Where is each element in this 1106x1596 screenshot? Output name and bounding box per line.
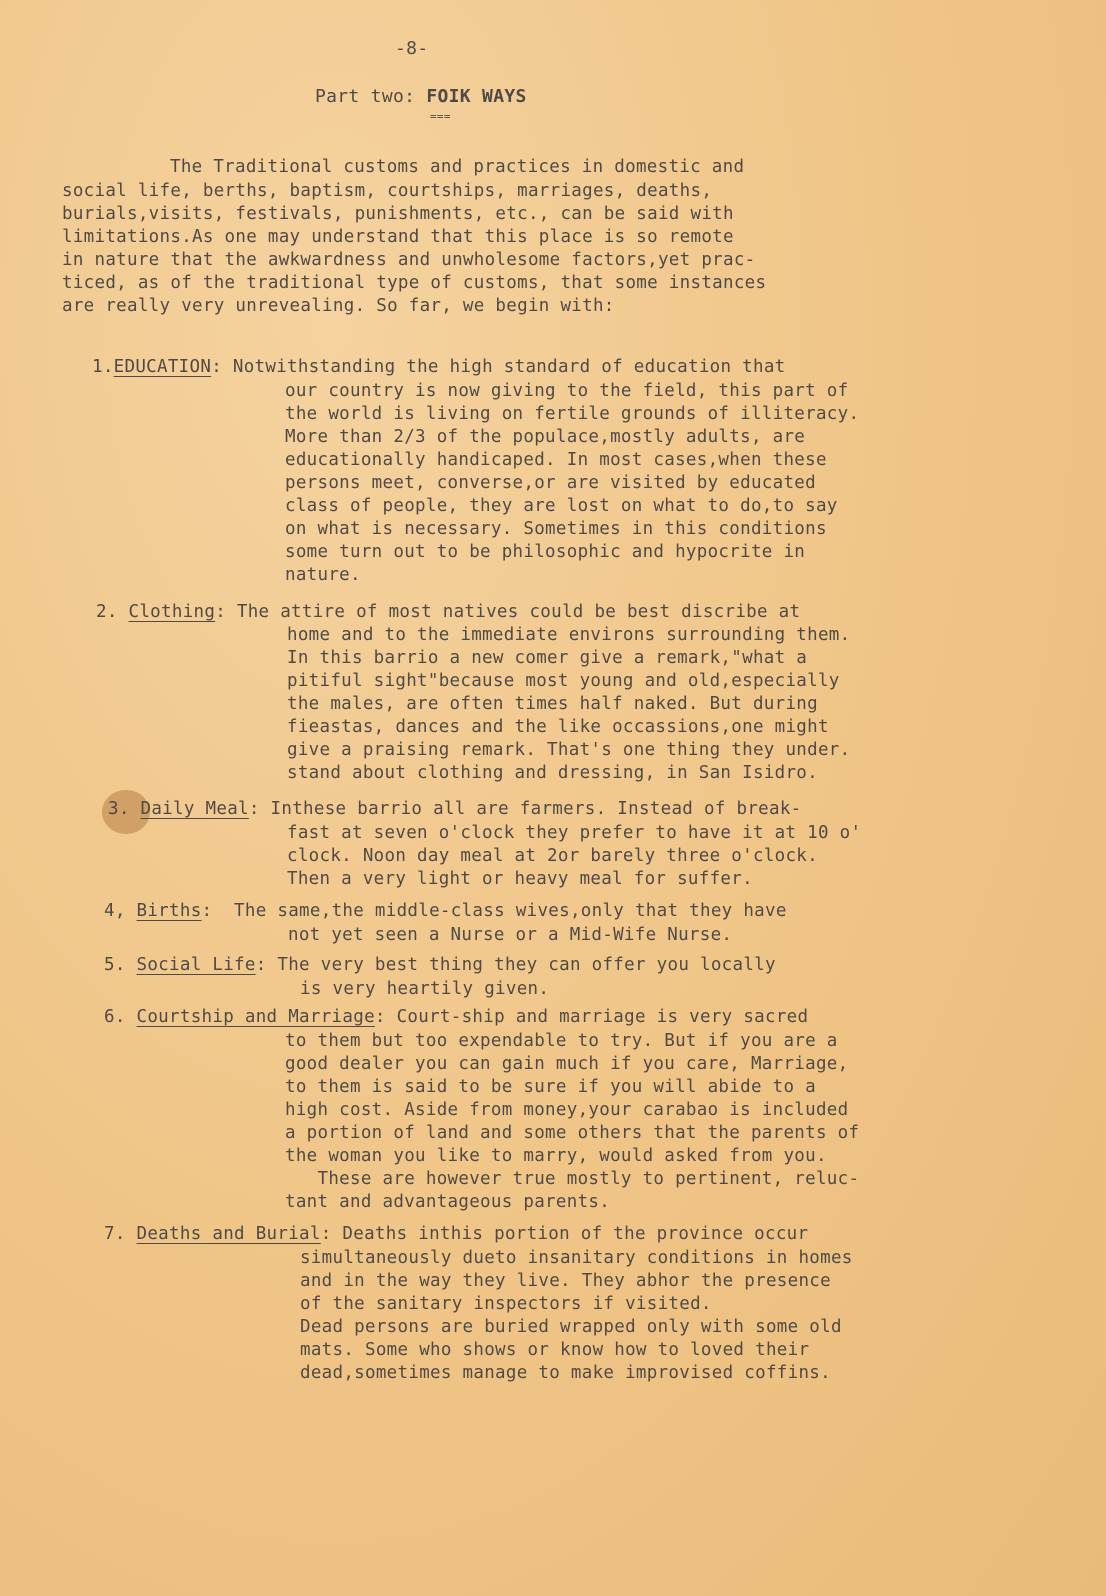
section-line: These are however true mostly to pertinent, reluc-: [285, 1169, 860, 1189]
section-number: 5.: [104, 955, 126, 975]
section-line: Dead persons are buried wrapped only with some old: [300, 1317, 842, 1337]
section-line: clock. Noon day meal at 2or barely three o'clock.: [287, 846, 818, 866]
heading-underline-mark: ===: [430, 110, 451, 123]
section-line: pitiful sight"because most young and old,especially: [287, 671, 840, 691]
section-line: dead,sometimes manage to make improvised coffins.: [300, 1363, 831, 1383]
section-number: 6.: [104, 1007, 126, 1027]
intro-line: burials,visits, festivals, punishments, etc., can be said with: [62, 204, 734, 224]
section-line: simultaneously dueto insanitary conditions in homes: [300, 1248, 853, 1268]
section-line: to them but too expendable to try. But if you are a: [285, 1031, 838, 1051]
page-number: -8-: [395, 38, 429, 59]
section-line: Then a very light or heavy meal for suffer.: [287, 869, 753, 889]
section-label: Births: [136, 901, 202, 921]
heading-title: FOIK WAYS: [426, 86, 527, 107]
section-line: persons meet, converse,or are visited by educated: [285, 473, 816, 493]
section-separator: :: [201, 901, 235, 921]
section-line: is very heartily given.: [300, 979, 550, 999]
intro-line: social life, berths, baptism, courtships, marriages, deaths,: [62, 181, 713, 201]
section-line: In this barrio a new comer give a remark,"what a: [287, 648, 808, 668]
section-line: give a praising remark. That's one thing they under.: [287, 740, 851, 760]
section-separator: :: [374, 1007, 397, 1027]
section-number: 1.: [92, 357, 114, 377]
section-line: More than 2/3 of the populace,mostly adults, are: [285, 427, 806, 447]
section-line: Deaths inthis portion of the province occur: [342, 1224, 809, 1244]
section-line: mats. Some who shows or know how to loved their: [300, 1340, 810, 1360]
section-line: stand about clothing and dressing, in San Isidro.: [287, 763, 818, 783]
section-line: The attire of most natives could be best discribe at: [236, 602, 801, 622]
section-heading: [96, 601, 800, 623]
section-separator: :: [255, 955, 278, 975]
section-line: home and to the immediate environs surrounding them.: [287, 625, 851, 645]
section-line: to them is said to be sure if you will abide to a: [285, 1077, 816, 1097]
section-heading: [104, 900, 787, 922]
section-heading: [104, 1223, 808, 1245]
section-separator: :: [215, 602, 237, 622]
section-line: class of people, they are lost on what to do,to say: [285, 496, 838, 516]
intro-line: in nature that the awkwardness and unwholesome factors,yet prac-: [62, 250, 756, 270]
section-number: 2.: [96, 602, 118, 622]
section-label: Daily Meal: [140, 799, 249, 819]
section-heading: [104, 1006, 808, 1028]
intro-line: The Traditional customs and practices in domestic and: [170, 157, 745, 177]
section-line: Court-ship and marriage is very sacred: [396, 1007, 809, 1027]
section-line: tant and advantageous parents.: [285, 1192, 611, 1212]
heading-prefix: Part two:: [315, 86, 427, 107]
section-line: of the sanitary inspectors if visited.: [300, 1294, 712, 1314]
section-line: fast at seven o'clock they prefer to have it at 10 o': [287, 823, 862, 843]
section-label: EDUCATION: [113, 357, 212, 377]
section-line: Inthese barrio all are farmers. Instead of break-: [270, 799, 802, 819]
page-heading: [315, 86, 527, 108]
section-heading: [104, 954, 776, 976]
intro-line: are really very unrevealing. So far, we begin with:: [62, 296, 615, 316]
section-separator: :: [211, 357, 233, 377]
section-line: not yet seen a Nurse or a Mid-Wife Nurse.: [288, 925, 733, 945]
intro-line: ticed, as of the traditional type of customs, that some instances: [62, 273, 767, 293]
section-line: Notwithstanding the high standard of education that: [232, 357, 786, 377]
section-line: on what is necessary. Sometimes in this conditions: [285, 519, 827, 539]
section-heading: [108, 798, 802, 820]
section-label: Deaths and Burial: [136, 1224, 321, 1244]
section-heading: [92, 356, 786, 378]
section-line: and in the way they live. They abhor the presence: [300, 1271, 831, 1291]
section-line: the woman you like to marry, would asked from you.: [285, 1146, 827, 1166]
section-line: The same,the middle-class wives,only that they have: [234, 901, 787, 921]
section-line: good dealer you can gain much if you care, Marriage,: [285, 1054, 849, 1074]
section-line: educationally handicaped. In most cases,when these: [285, 450, 827, 470]
section-number: 4,: [104, 901, 126, 921]
intro-line: limitations.As one may understand that this place is so remote: [62, 227, 734, 247]
section-label: Social Life: [136, 955, 256, 975]
section-line: a portion of land and some others that the parents of: [285, 1123, 860, 1143]
section-number: 7.: [104, 1224, 126, 1244]
section-number: 3.: [108, 799, 130, 819]
section-line: The very best thing they can offer you locally: [277, 955, 776, 975]
section-line: some turn out to be philosophic and hypocrite in: [285, 542, 806, 562]
section-line: fieastas, dances and the like occassions,one might: [287, 717, 829, 737]
section-line: our country is now giving to the field, this part of: [285, 381, 849, 401]
section-separator: :: [248, 799, 271, 819]
section-line: nature.: [285, 565, 361, 585]
section-separator: :: [320, 1224, 343, 1244]
section-line: the world is living on fertile grounds of illiteracy.: [285, 404, 860, 424]
section-line: high cost. Aside from money,your carabao is included: [285, 1100, 849, 1120]
section-label: Courtship and Marriage: [136, 1007, 375, 1027]
section-label: Clothing: [128, 602, 216, 622]
section-line: the males, are often times half naked. But during: [287, 694, 818, 714]
